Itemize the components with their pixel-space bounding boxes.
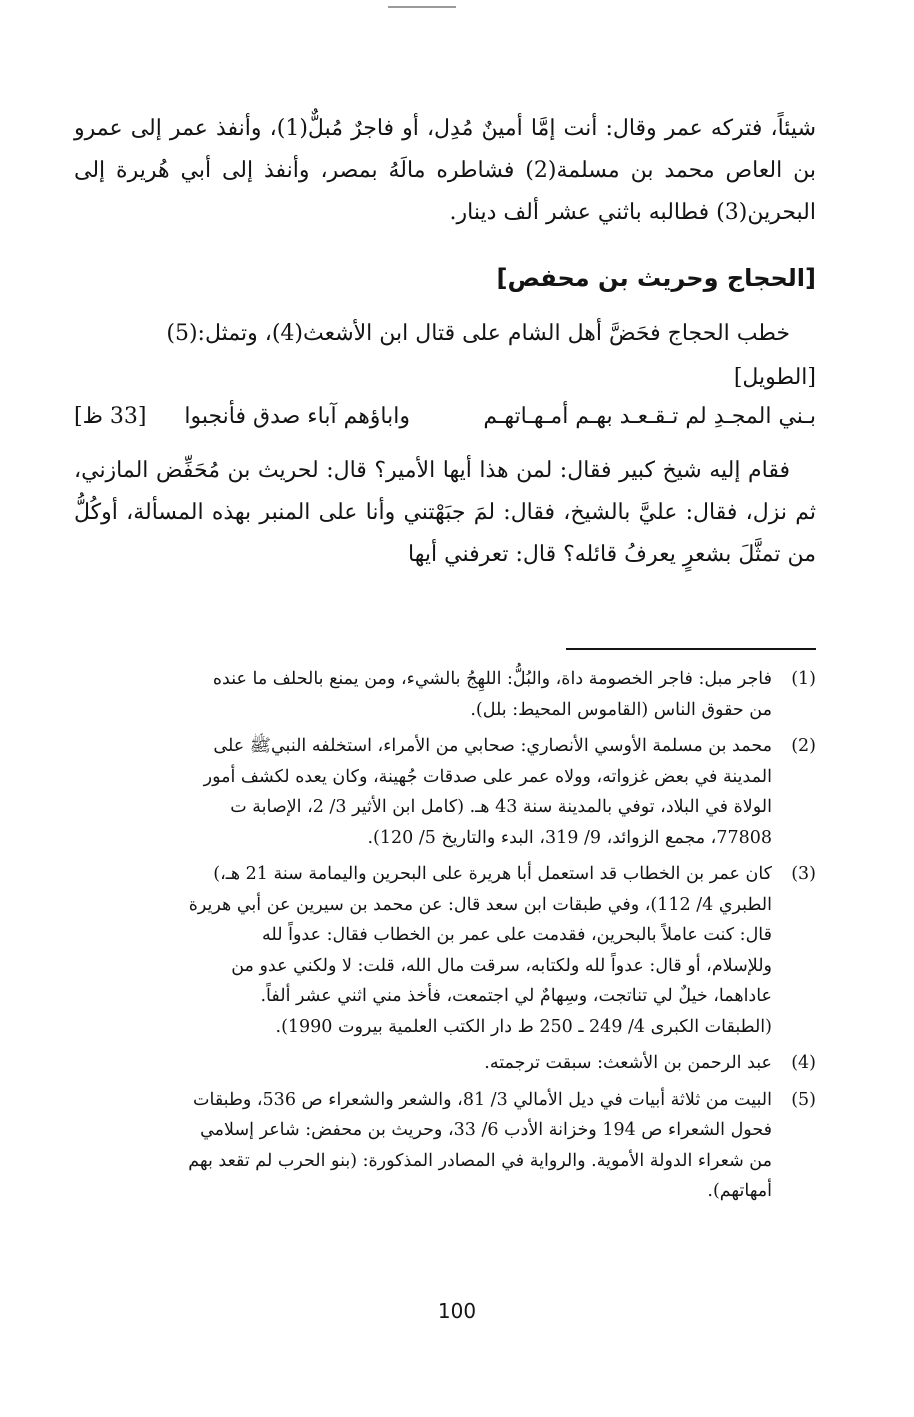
footnote-3 bbox=[74, 859, 816, 1042]
footnote-line: فحول الشعراء ص 194 وخزانة الأدب 6/ 33، وحريث بن محفض: شاعر إسلامي bbox=[200, 1120, 772, 1140]
footnote-4 bbox=[74, 1048, 816, 1079]
verse-line bbox=[74, 397, 816, 437]
poetic-meter-label: [الطويل] bbox=[733, 365, 816, 390]
footnote-line: (الطبقات الكبرى 4/ 249 ـ 250 ط دار الكتب العلمية بيروت 1990). bbox=[275, 1016, 772, 1037]
footnote-line: 77808، مجمع الزوائد، 9/ 319، البدء والتاريخ 5/ 120). bbox=[367, 827, 772, 848]
footnote-line: محمد بن مسلمة الأوسي الأنصاري: صحابي من الأمراء، استخلفه النبيﷺ على bbox=[213, 736, 772, 756]
footnote-line: المدينة في بعض غزواته، وولاه عمر على صدقات جُهينة، وكان يعده لكشف أمور bbox=[203, 766, 772, 787]
footnote-line: أمهاتهم). bbox=[707, 1181, 772, 1201]
footnotes bbox=[74, 664, 816, 1213]
verse-hemistich-2: واباؤهم آباء صدق فأنجبوا bbox=[184, 404, 410, 429]
footnote-number: (4) bbox=[791, 1053, 816, 1073]
body-paragraph-1: شيئاً، فتركه عمر وقال: أنت إمَّا أمينٌ مُدِل، أو فاجرٌ مُبلٌّ(1)، وأنفذ عمر إلى عمرو بن العاص محمد بن مسلمة(2) فشاطره مالَهُ بمصر، وأنفذ إلى أبي هُريرة إلى البحرين(3) فطالبه باثني عشر ألف دينار. bbox=[74, 116, 817, 225]
footnote-line: كان عمر بن الخطاب قد استعمل أبا هريرة على البحرين واليمامة سنة 21 هـ،) bbox=[213, 864, 772, 884]
footnote-line: من حقوق الناس (القاموس المحيط: بلل). bbox=[470, 699, 772, 720]
body-paragraph-3: فقام إليه شيخ كبير فقال: لمن هذا أيها الأمير؟ قال: لحريث بن مُحَفِّض المازني، ثم نزل، فقال: عليَّ بالشيخ، فقال: لمَ جبَهْتني وأنا على المنبر بهذه المسألة، أوكُلُّ من تمثَّلَ بشعرٍ يعرفُ قائله؟ قال: تعرفني أيها bbox=[74, 458, 816, 567]
footnote-number: (3) bbox=[791, 864, 816, 884]
footnote-line: من شعراء الدولة الأموية. والرواية في المصادر المذكورة: (بنو الحرب لم تقعد بهم bbox=[188, 1150, 772, 1171]
footnote-number: (5) bbox=[791, 1089, 816, 1110]
top-margin-mark bbox=[388, 6, 456, 8]
footnote-line: قال: كنت عاملاً بالبحرين، فقدمت على عمر بن الخطاب فقال: عدواً لله bbox=[262, 925, 772, 945]
verse-hemistich-1: بـني المجـدِ لم تـقـعـد بهـم أمـهـاتهـم bbox=[483, 404, 816, 429]
footnote-2 bbox=[74, 731, 816, 853]
footnote-separator bbox=[566, 648, 816, 650]
footnote-line: الولاة في البلاد، توفي بالمدينة سنة 43 هـ. (كامل ابن الأثير 3/ 2، الإصابة ت bbox=[230, 797, 772, 817]
page-number: 100 bbox=[437, 1299, 477, 1323]
footnote-line: البيت من ثلاثة أبيات في ديل الأمالي 3/ 81، والشعر والشعراء ص 536، وطبقات bbox=[193, 1089, 772, 1110]
footnote-line: وللإسلام، أو قال: عدواً لله ولكتابه، سرقت مال الله، قلت: لا ولكني عدو من bbox=[231, 955, 772, 976]
footnote-5 bbox=[74, 1085, 816, 1207]
footnote-1 bbox=[74, 664, 816, 725]
footnote-line: الطبري 4/ 112)، وفي طبقات ابن سعد قال: عن محمد بن سيرين عن أبي هريرة bbox=[188, 894, 772, 915]
footnote-line: عاداهما، خيلٌ لي تناتجت، وسِهامٌ لي اجتمعت، فأخذ مني اثني عشر ألفاً. bbox=[260, 986, 772, 1006]
section-heading: [الحجاج وحريث بن محفص] bbox=[496, 264, 816, 292]
footnote-number: (2) bbox=[791, 736, 816, 756]
footnote-line: عبد الرحمن بن الأشعث: سبقت ترجمته. bbox=[484, 1053, 772, 1073]
body-paragraph-2: خطب الحجاج فحَضَّ أهل الشام على قتال ابن الأشعث(4)، وتمثل:(5) bbox=[166, 321, 790, 346]
folio-marker: [33 ظ] bbox=[74, 404, 147, 429]
footnote-number: (1) bbox=[791, 669, 816, 689]
footnote-line: فاجر مبل: فاجر الخصومة داة، والبُلُّ: اللهِجُ بالشيء، ومن يمنع بالحلف ما عنده bbox=[212, 669, 772, 689]
